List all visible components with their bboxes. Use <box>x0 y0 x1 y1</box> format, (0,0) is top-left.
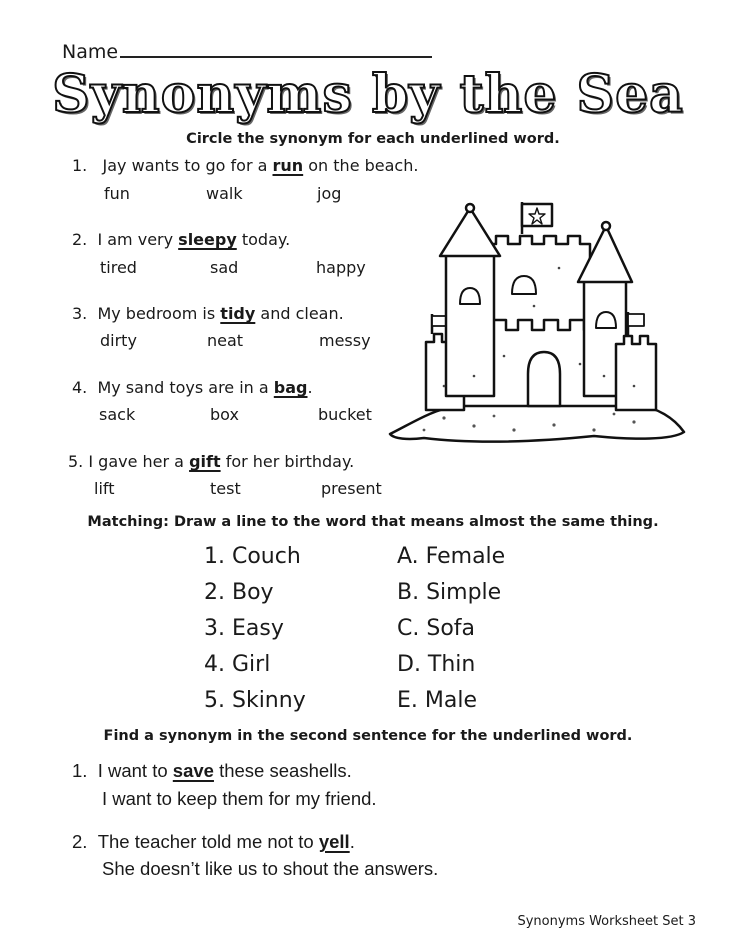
underlined-word: tidy <box>220 304 256 323</box>
question-4: 4. My sand toys are in a bag. <box>72 378 313 397</box>
section2-instruction: Matching: Draw a line to the word that means almost the same thing. <box>87 514 659 530</box>
option[interactable]: happy <box>316 258 366 277</box>
option[interactable]: dirty <box>100 331 137 350</box>
match-right-item[interactable]: A. Female <box>397 544 506 569</box>
match-left-item[interactable]: 2. Boy <box>204 580 274 605</box>
option[interactable]: walk <box>206 184 243 203</box>
option[interactable]: neat <box>207 331 244 350</box>
underlined-word: gift <box>189 452 221 471</box>
option[interactable]: sad <box>210 258 239 277</box>
match-right-item[interactable]: B. Simple <box>397 580 502 605</box>
option[interactable]: box <box>210 405 239 424</box>
option[interactable]: bucket <box>318 405 372 424</box>
underlined-word: sleepy <box>178 230 237 249</box>
question-3: 3. My bedroom is tidy and clean. <box>72 304 344 323</box>
match-left-item[interactable]: 4. Girl <box>204 652 271 677</box>
name-label: Name <box>62 41 119 63</box>
sentence-item-1: 1. I want to save these seashells. <box>72 760 352 781</box>
underlined-word: run <box>272 156 304 175</box>
underlined-word: save <box>172 760 214 781</box>
underlined-word: bag <box>273 378 308 397</box>
sandcastle-icon <box>384 196 690 454</box>
question-2: 2. I am very sleepy today. <box>72 230 291 249</box>
match-left-item[interactable]: 1. Couch <box>204 544 301 569</box>
match-left-item[interactable]: 3. Easy <box>204 616 284 641</box>
match-left-item[interactable]: 5. Skinny <box>204 688 306 713</box>
match-right-item[interactable]: E. Male <box>397 688 477 713</box>
question-5: 5. I gave her a gift for her birthday. <box>68 452 355 471</box>
name-blank-line[interactable] <box>120 38 432 58</box>
underlined-word: yell <box>318 831 350 852</box>
name-field[interactable] <box>62 38 432 63</box>
worksheet-title: Synonyms by the Sea <box>52 64 684 125</box>
question-1: 1. Jay wants to go for a run on the beach. <box>72 156 419 175</box>
option[interactable]: fun <box>104 184 130 203</box>
sentence-item-1-line2[interactable]: I want to keep them for my friend. <box>102 788 377 809</box>
sentence-item-2-line2[interactable]: She doesn’t like us to shout the answers. <box>102 858 439 879</box>
option[interactable]: messy <box>319 331 371 350</box>
footer-label: Synonyms Worksheet Set 3 <box>517 914 696 929</box>
match-right-item[interactable]: D. Thin <box>397 652 476 677</box>
option[interactable]: tired <box>100 258 137 277</box>
sentence-item-2: 2. The teacher told me not to yell. <box>72 831 355 852</box>
section3-instruction: Find a synonym in the second sentence for the underlined word. <box>103 728 633 744</box>
match-right-item[interactable]: C. Sofa <box>397 616 475 641</box>
option[interactable]: lift <box>94 479 115 498</box>
option[interactable]: test <box>210 479 241 498</box>
option[interactable]: jog <box>317 184 342 203</box>
option[interactable]: sack <box>99 405 136 424</box>
option[interactable]: present <box>321 479 382 498</box>
section1-instruction: Circle the synonym for each underlined word. <box>186 131 560 147</box>
